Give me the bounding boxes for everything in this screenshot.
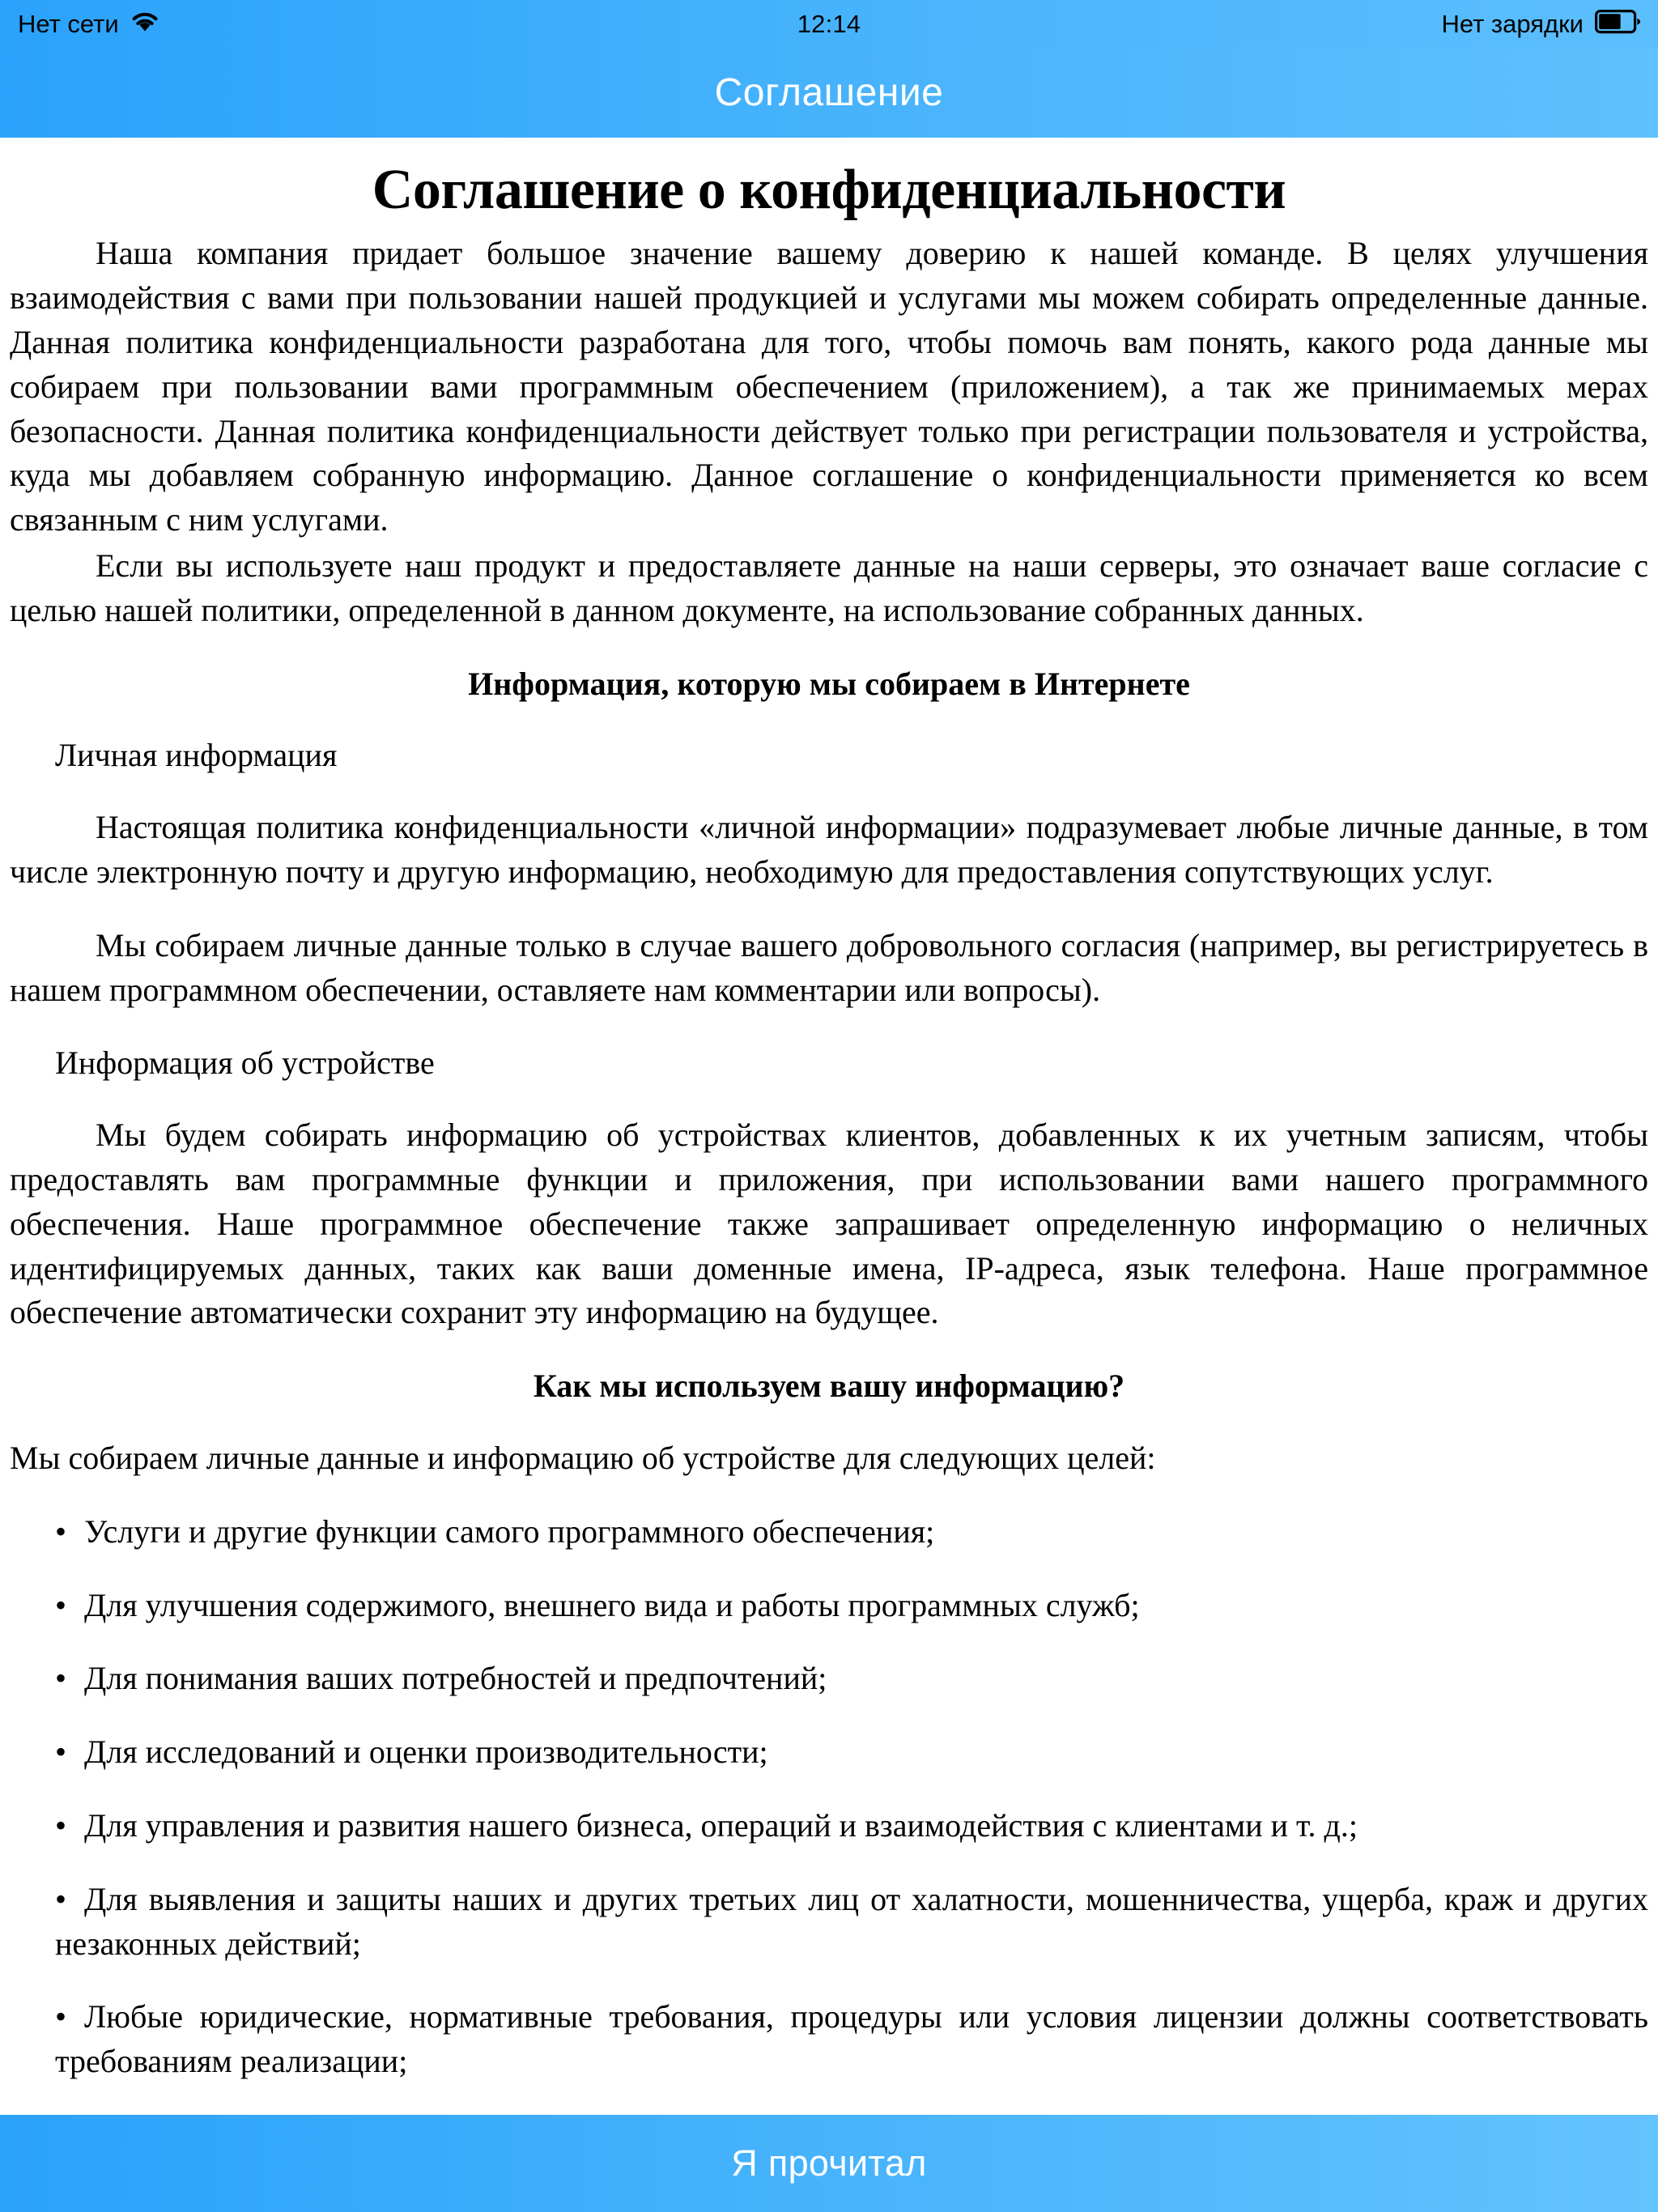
bullet-icon: • <box>55 1660 67 1697</box>
section-heading-how-we-use: Как мы используем вашу информацию? <box>533 1368 1125 1405</box>
accept-button-label: Я прочитал <box>731 2142 927 2184</box>
subheading-device-info: Информация об устройстве <box>55 1044 435 1082</box>
list-item <box>10 1878 1648 1967</box>
list-item-label: Для исследований и оценки производительности; <box>84 1733 768 1771</box>
intro-paragraph-1: Наша компания придает большое значение вашему доверию к нашей команде. В целях улучшения взаимодействия с вами при пользовании нашей продукцией и услугами мы можем собирать определенные данные. Данная политика конфиденциальности разработана для того, чтобы помочь вам понять, какого рода данные мы собираем при пользовании вами программным обеспечением (приложением), а так же принимаемых мерах безопасности. Данная политика конфиденциальности действует только при регистрации пользователя и устройства, куда мы добавляем собранную информацию. Данное соглашение о конфиденциальности применяется ко всем связанным с ним услугами. <box>10 235 1648 538</box>
subheading-personal-info: Личная информация <box>55 737 338 774</box>
bullet-icon: • <box>55 1586 67 1623</box>
section1-paragraph-1: Настоящая политика конфиденциальности «личной информации» подразумевает любые личные данные, в том числе электронную почту и другую информацию, необходимую для предоставления сопутствующих услуг. <box>10 809 1648 890</box>
carrier-label: Нет сети <box>18 9 119 38</box>
accept-button[interactable] <box>0 2115 1658 2212</box>
battery-icon <box>1595 10 1640 38</box>
bullet-icon: • <box>55 1733 67 1771</box>
status-bar <box>0 0 1658 47</box>
document-title: Соглашение о конфиденциальности <box>372 159 1286 221</box>
list-item-label: Для понимания ваших потребностей и предпочтений; <box>84 1660 827 1697</box>
purposes-list <box>10 1510 1648 2084</box>
page-title: Соглашение <box>714 70 944 114</box>
status-bar-left <box>18 11 829 37</box>
agreement-document <box>0 159 1658 2212</box>
status-bar-clock: 12:14 <box>797 9 861 38</box>
list-item <box>10 1995 1648 2084</box>
bullet-icon: • <box>55 1806 67 1844</box>
list-item-label: Любые юридические, нормативные требования, процедуры или условия лицензии должны соответствовать требованиям реализации; <box>55 1998 1648 2080</box>
list-item <box>10 1510 1648 1555</box>
list-item-label: Для выявления и защиты наших и других третьих лиц от халатности, мошенничества, ущерба, краж и других незаконных действий; <box>55 1880 1648 1962</box>
list-item <box>10 1730 1648 1775</box>
list-item <box>10 1804 1648 1848</box>
bullet-icon: • <box>55 1512 67 1550</box>
battery-status-label: Нет зарядки <box>1441 9 1584 38</box>
bullet-icon: • <box>55 1998 67 2035</box>
list-item-label: Для улучшения содержимого, внешнего вида и работы программных служб; <box>84 1586 1140 1623</box>
list-item-label: Услуги и другие функции самого программного обеспечения; <box>84 1512 935 1550</box>
list-item-label: Для управления и развития нашего бизнеса, операций и взаимодействия с клиентами и т. д.; <box>84 1806 1358 1844</box>
section1-paragraph-2: Мы собираем личные данные только в случае вашего добровольного согласия (например, вы регистрируетесь в нашем программном обеспечении, оставляете нам комментарии или вопросы). <box>10 926 1648 1008</box>
navigation-bar <box>0 47 1658 138</box>
list-item <box>10 1584 1648 1628</box>
agreement-scroll-area[interactable] <box>0 138 1658 2212</box>
intro-paragraph-2: Если вы используете наш продукт и предоставляете данные на наши серверы, это означает ваше согласие с целью нашей политики, определенной в данном документе, на использование собранных данных. <box>10 547 1648 628</box>
status-bar-right <box>829 10 1640 38</box>
bullet-icon: • <box>55 1880 67 1917</box>
wifi-icon <box>130 11 159 37</box>
list-item <box>10 1657 1648 1701</box>
purposes-lead-in: Мы собираем личные данные и информацию об устройстве для следующих целей: <box>10 1439 1156 1476</box>
section1-paragraph-3: Мы будем собирать информацию об устройствах клиентов, добавленных к их учетным записям, чтобы предоставлять вам программные функции и приложения, при использовании вами нашего программного обеспечения. Наше программное обеспечение также запрашивает определенную информацию о неличных идентифицируемых данных, таких как ваши доменные имена, IP-адреса, язык телефона. Наше программное обеспечение автоматически сохранит эту информацию на будущее. <box>10 1117 1648 1331</box>
section-heading-collected-info: Информация, которую мы собираем в Интернете <box>468 665 1190 702</box>
